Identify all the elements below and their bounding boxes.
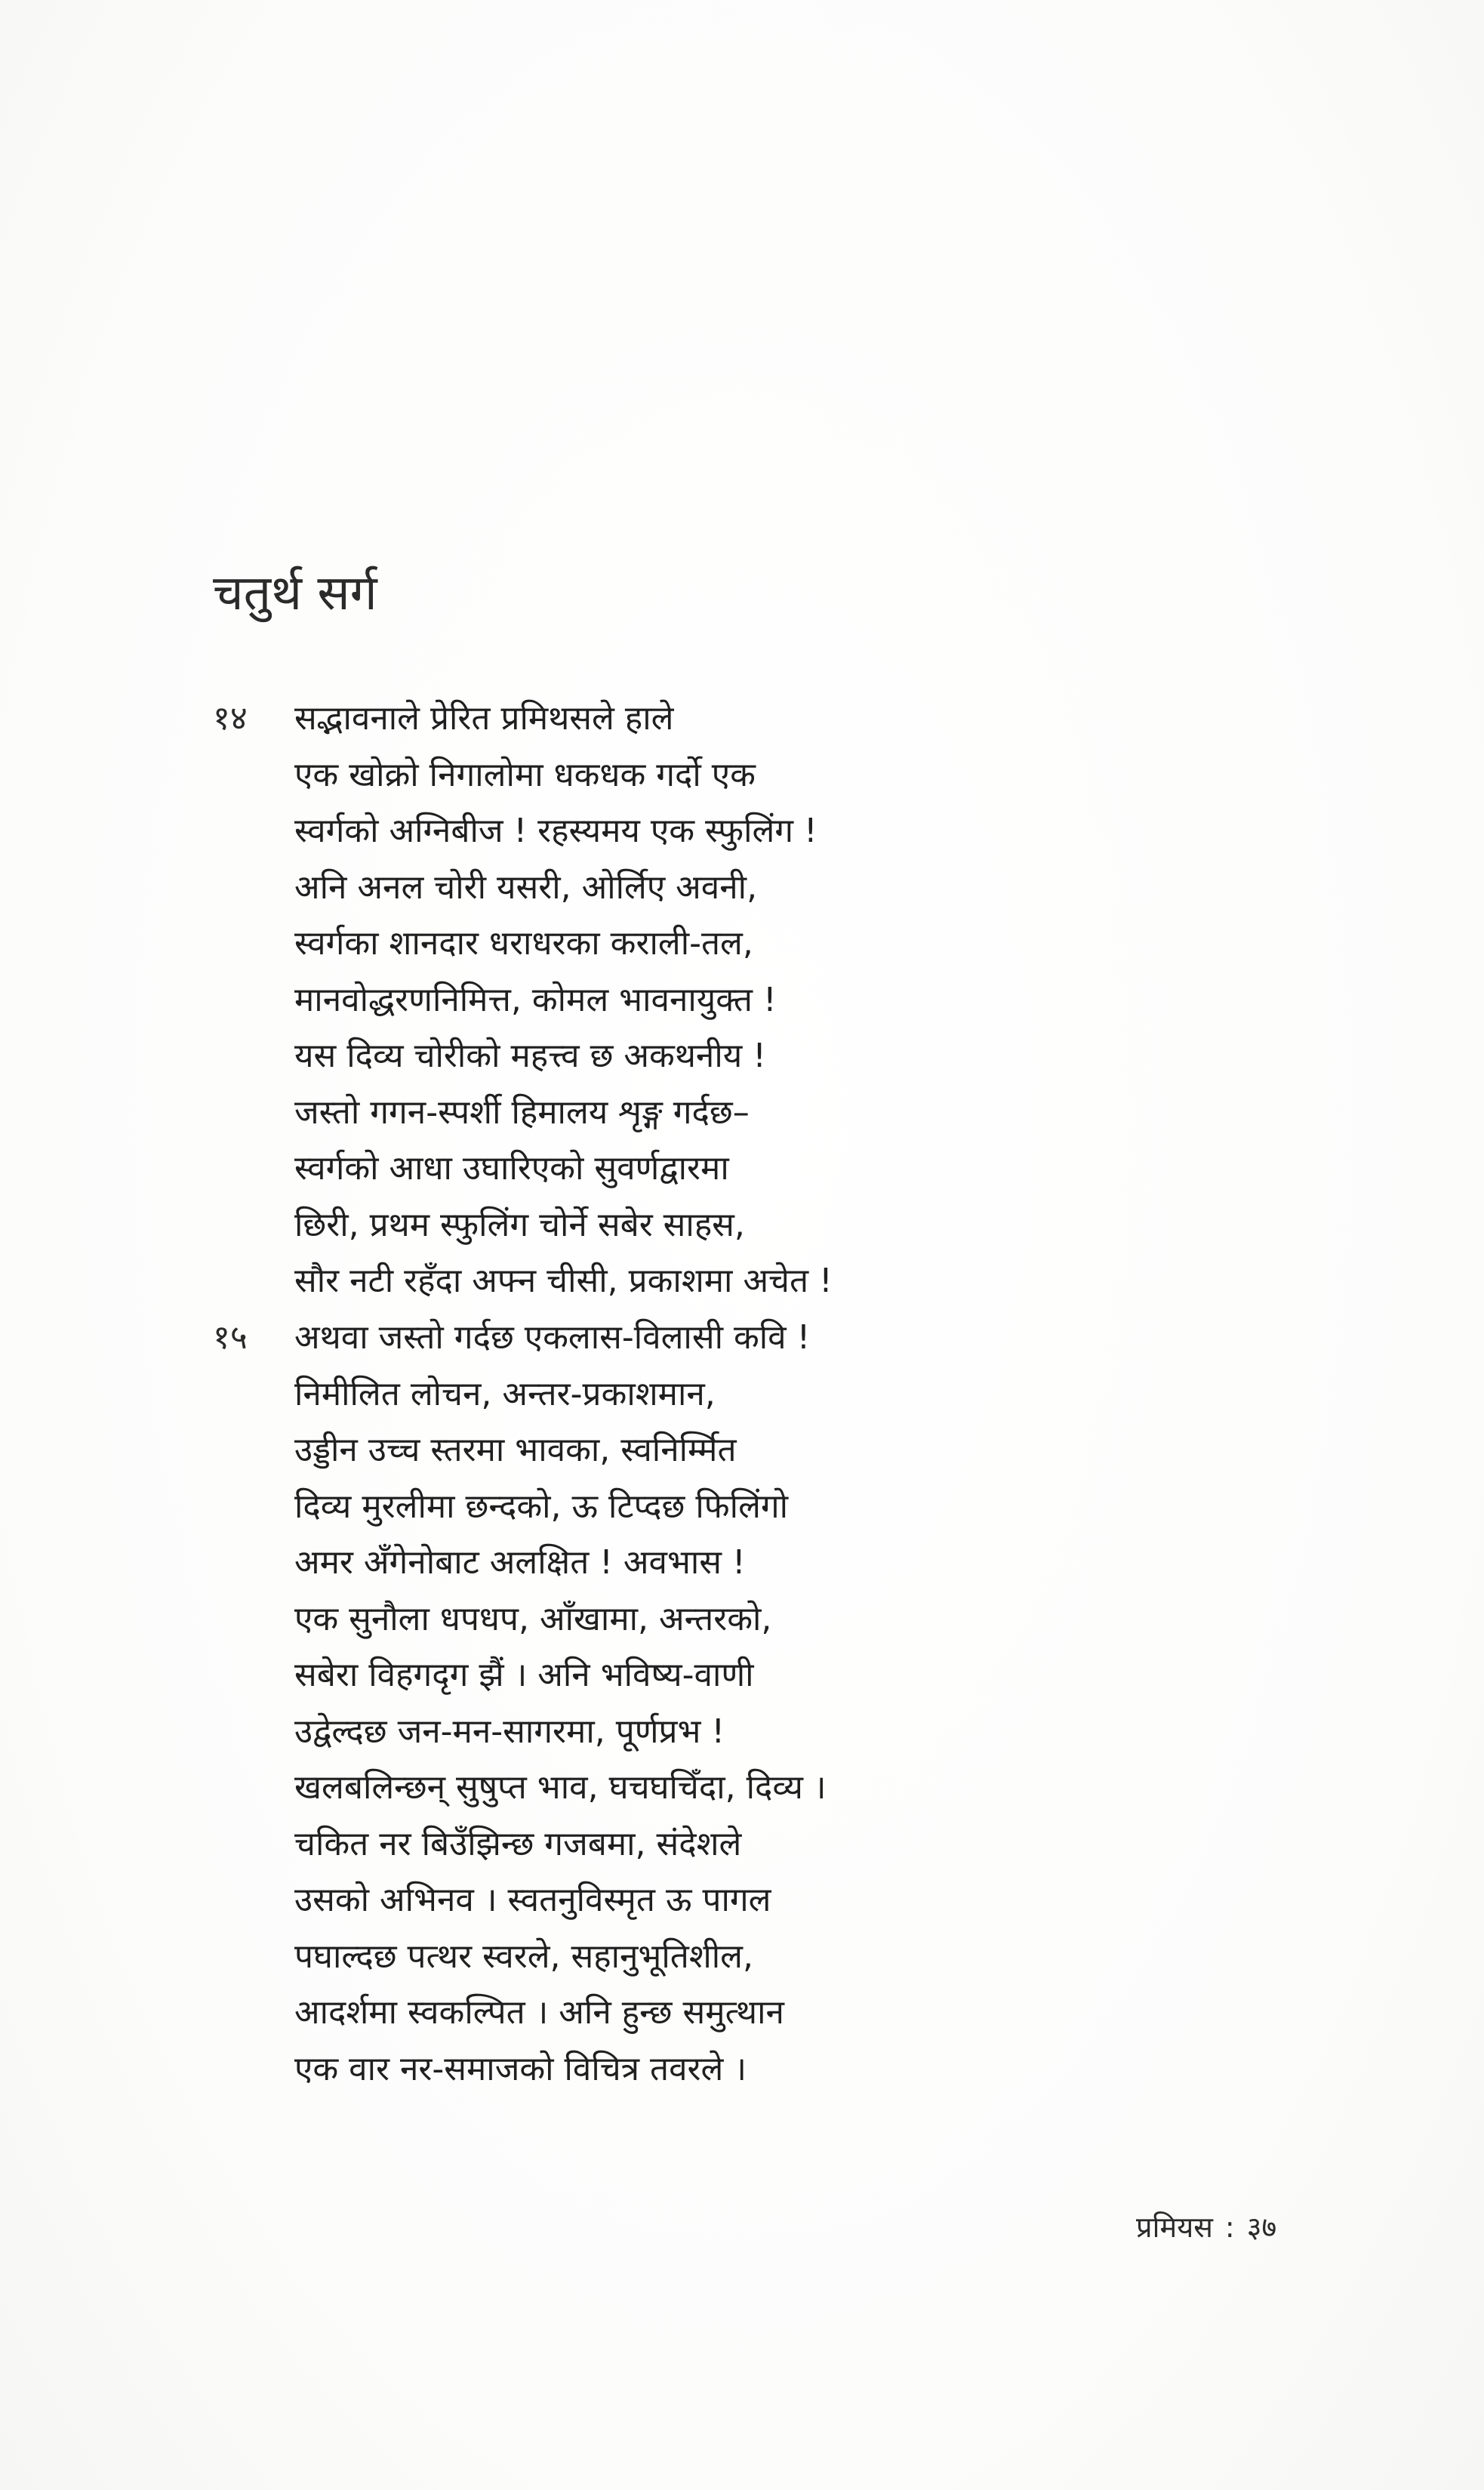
verse-line: जस्तो गगन-स्पर्शी हिमालय शृङ्ग गर्दछ– <box>294 1092 750 1132</box>
verse-line: आदर्शमा स्वकल्पित । अनि हुन्छ समुत्थान <box>294 1993 784 2032</box>
verse-line: निमीलित लोचन, अन्तर-प्रकाशमान, <box>294 1374 716 1413</box>
verse-line: उद्वेल्दछ जन-मन-सागरमा, पूर्णप्रभ ! <box>294 1712 725 1751</box>
verse-line: अमर अँगेनोबाट अलक्षित ! अवभास ! <box>294 1543 746 1582</box>
verse-line: स्वर्गको अग्निबीज ! रहस्यमय एक स्फुलिंग ! <box>294 812 817 850</box>
verse-line: सबेरा विहगदृग झैं । अनि भविष्य-वाणी <box>294 1656 754 1694</box>
verse-line: छिरी, प्रथम स्फुलिंग चोर्ने सबेर साहस, <box>294 1205 745 1244</box>
section-title: चतुर्थ सर्ग <box>213 565 377 621</box>
verse-line: उसको अभिनव । स्वतनुविस्मृत ऊ पागल <box>294 1881 771 1919</box>
verse-line: चकित नर बिउँझिन्छ गजबमा, संदेशले <box>294 1824 742 1863</box>
verse-line: दिव्य मुरलीमा छन्दको, ऊ टिप्दछ फिलिंगो <box>294 1487 789 1526</box>
verse-line: मानवोद्धरणनिमित्त, कोमल भावनायुक्त ! <box>294 980 777 1019</box>
verse-line: सौर नटी रहँदा अफ्न चीसी, प्रकाशमा अचेत ! <box>294 1262 833 1300</box>
page-footer <box>1136 2205 1276 2250</box>
verse-line: खलबलिन्छन् सुषुप्त भाव, घचघचिँदा, दिव्य । <box>294 1768 827 1807</box>
verse-line: एक वार नर-समाजको विचित्र तवरले । <box>294 2049 747 2088</box>
verse-line: यस दिव्य चोरीको महत्त्व छ अकथनीय ! <box>294 1037 766 1075</box>
book-title: प्रमियस <box>1136 2211 1213 2244</box>
verse-line: अथवा जस्तो गर्दछ एकलास-विलासी कवि ! <box>294 1318 811 1357</box>
verse-line: एक सुनौला धपधप, आँखामा, अन्तरको, <box>294 1599 772 1638</box>
verse-line: अनि अनल चोरी यसरी, ओर्लिए अवनी, <box>294 867 758 907</box>
verse-line: उड्डीन उच्च स्तरमा भावका, स्वनिर्म्मित <box>294 1431 737 1469</box>
verse-line: पघाल्दछ पत्थर स्वरले, सहानुभूतिशील, <box>294 1937 753 1976</box>
verse-lines <box>294 1310 827 2097</box>
verse-number: १५ <box>213 1318 248 1357</box>
verse-lines <box>294 691 833 1310</box>
verse-line: स्वर्गको आधा उघारिएको सुवर्णद्वारमा <box>294 1149 729 1188</box>
verse-line: सद्भावनाले प्रेरित प्रमिथसले हाले <box>294 699 674 738</box>
verse-line: स्वर्गका शानदार धराधरका कराली-तल, <box>294 924 753 963</box>
verse-number: १४ <box>213 699 248 738</box>
page-number: ३७ <box>1246 2211 1277 2244</box>
footer-separator: : <box>1224 2211 1235 2244</box>
verse-line: एक खोक्रो निगालोमा धकधक गर्दो एक <box>294 755 756 794</box>
